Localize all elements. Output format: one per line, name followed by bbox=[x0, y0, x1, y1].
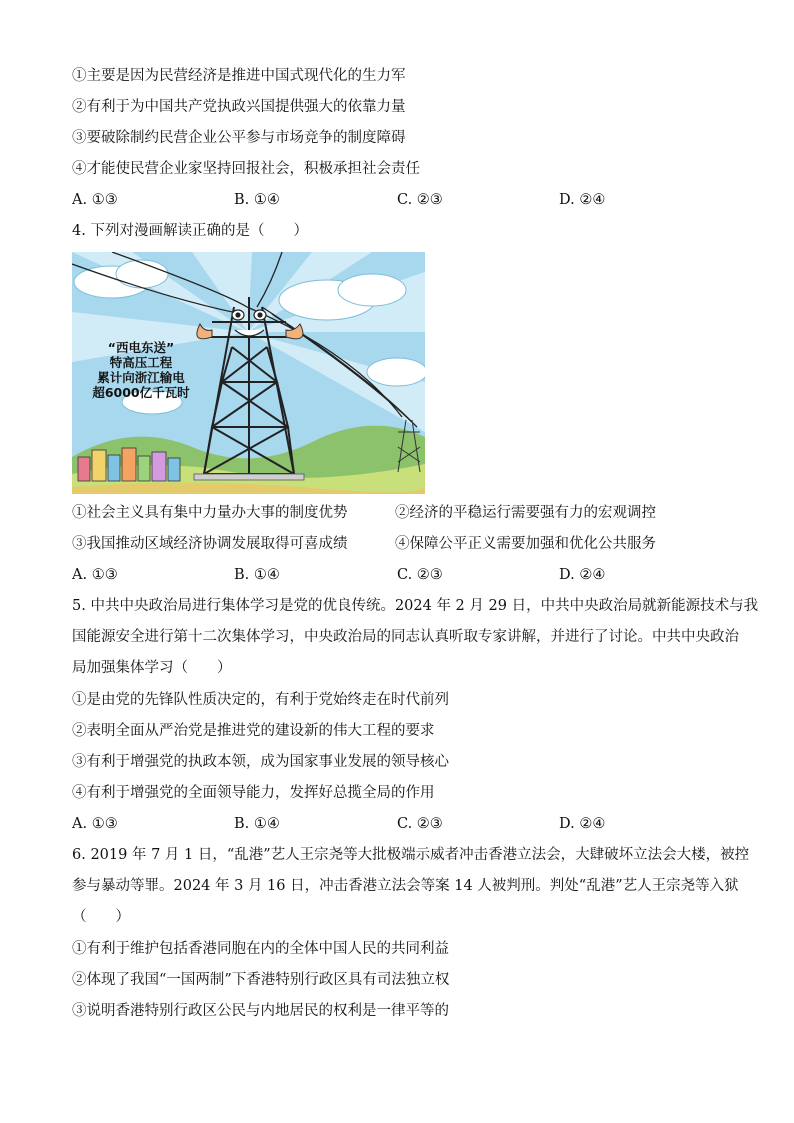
q3-item-3: ③要破除制约民营企业公平参与市场竞争的制度障碍 bbox=[72, 130, 406, 146]
q4-item-2: ②经济的平稳运行需要强有力的宏观调控 bbox=[395, 505, 656, 521]
q5-stem-line-1: 5. 中共中央政治局进行集体学习是党的优良传统。2024 年 2 月 29 日，中共中央政治局就新能源技术与我 bbox=[72, 598, 759, 614]
q4-item-3: ③我国推动区域经济协调发展取得可喜成绩 bbox=[72, 536, 348, 552]
q3-item-1: ①主要是因为民营经济是推进中国式现代化的生力军 bbox=[72, 68, 406, 84]
q4-item-1: ①社会主义具有集中力量办大事的制度优势 bbox=[72, 505, 348, 521]
cartoon-caption-line-1: “西电东送” bbox=[107, 340, 175, 355]
q5-option-d: D. ②④ bbox=[559, 816, 606, 832]
q4-item-4: ④保障公平正义需要加强和优化公共服务 bbox=[395, 536, 656, 552]
q3-item-2: ②有利于为中国共产党执政兴国提供强大的依靠力量 bbox=[72, 99, 406, 115]
q5-stem-line-3: 局加强集体学习（ ） bbox=[72, 660, 232, 676]
q3-option-a: A. ①③ bbox=[72, 192, 118, 208]
q5-stem-line-2: 国能源安全进行第十二次集体学习，中央政治局的同志认真听取专家讲解，并进行了讨论。中共中央政治 bbox=[72, 629, 739, 645]
q4-stem: 4. 下列对漫画解读正确的是（ ） bbox=[72, 223, 308, 239]
q5-item-4: ④有利于增强党的全面领导能力，发挥好总揽全局的作用 bbox=[72, 785, 435, 801]
q6-stem-line-1: 6. 2019 年 7 月 1 日，“乱港”艺人王宗尧等大批极端示威者冲击香港立法会，大肆破坏立法会大楼，被控 bbox=[72, 847, 750, 863]
q5-item-2: ②表明全面从严治党是推进党的建设新的伟大工程的要求 bbox=[72, 723, 435, 739]
q6-item-2: ②体现了我国“一国两制”下香港特别行政区具有司法独立权 bbox=[72, 972, 450, 988]
q5-option-a: A. ①③ bbox=[72, 816, 118, 832]
q5-item-1: ①是由党的先锋队性质决定的，有利于党始终走在时代前列 bbox=[72, 692, 449, 708]
q4-cartoon bbox=[72, 252, 425, 494]
cartoon-caption bbox=[86, 340, 196, 400]
q3-option-d: D. ②④ bbox=[559, 192, 606, 208]
q3-option-c: C. ②③ bbox=[397, 192, 443, 208]
cartoon-caption-line-4: 超6000亿千瓦时 bbox=[92, 385, 190, 400]
q6-item-3: ③说明香港特别行政区公民与内地居民的权利是一律平等的 bbox=[72, 1003, 449, 1019]
q4-option-d: D. ②④ bbox=[559, 567, 606, 583]
q6-stem-line-3: （ ） bbox=[72, 909, 130, 925]
q3-option-b: B. ①④ bbox=[234, 192, 280, 208]
q3-item-4: ④才能使民营企业家坚持回报社会，积极承担社会责任 bbox=[72, 161, 420, 177]
q4-option-b: B. ①④ bbox=[234, 567, 280, 583]
q6-item-1: ①有利于维护包括香港同胞在内的全体中国人民的共同利益 bbox=[72, 941, 449, 957]
cartoon-caption-line-2: 特高压工程 bbox=[109, 355, 173, 370]
q5-option-c: C. ②③ bbox=[397, 816, 443, 832]
cartoon-caption-line-3: 累计向浙江输电 bbox=[97, 370, 185, 385]
q5-item-3: ③有利于增强党的执政本领，成为国家事业发展的领导核心 bbox=[72, 754, 449, 770]
q6-stem-line-2: 参与暴动等罪。2024 年 3 月 16 日，冲击香港立法会等案 14 人被判刑。判处“乱港”艺人王宗尧等入狱 bbox=[72, 878, 739, 894]
q5-option-b: B. ①④ bbox=[234, 816, 280, 832]
q4-option-a: A. ①③ bbox=[72, 567, 118, 583]
q4-option-c: C. ②③ bbox=[397, 567, 443, 583]
